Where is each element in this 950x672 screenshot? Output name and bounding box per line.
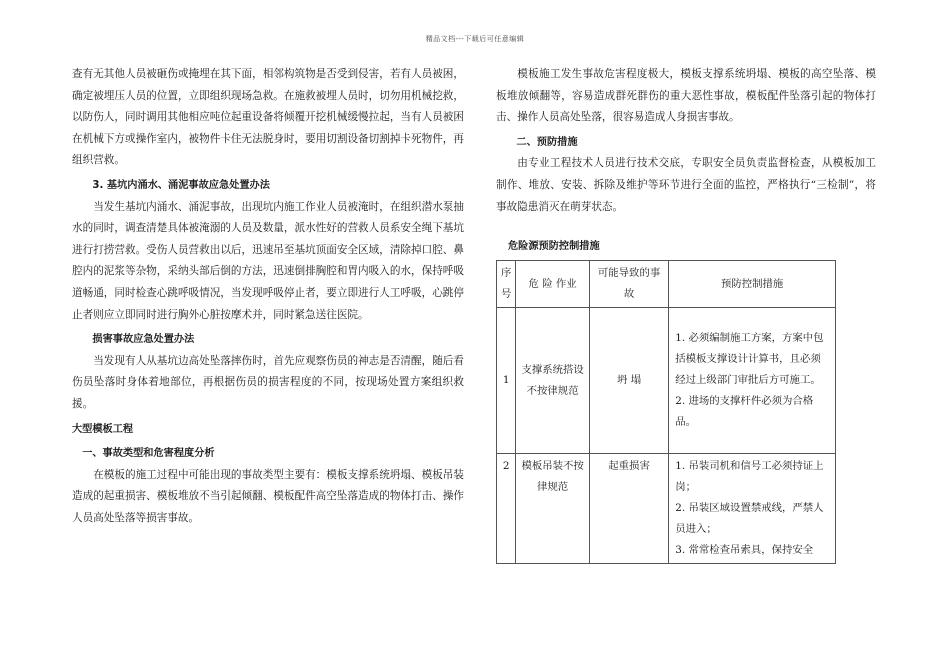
paragraph-accident-types: 在模板的施工过程中可能出现的事故类型主要有：模板支撑系统坍塌、模板吊装造成的起重损害、模板堆放不当引起倾翻、模板配件高空坠落造成的物体打击、操作人员高处坠落等损害事故。 xyxy=(72,468,464,524)
table-header-row xyxy=(497,261,836,308)
measure-item: 2. 进场的支撑杆件必须为合格品。 xyxy=(675,395,814,428)
header-measures: 预防控制措施 xyxy=(669,261,836,308)
heading-prevention: 二、预防措施 xyxy=(516,136,578,148)
paragraph-water-mud: 当发生基坑内涌水、涌泥事故，出现坑内施工作业人员被淹时，在组织潜水泵抽水的同时，调查清楚具体被淹溺的人员及数量，派水性好的营救人员系安全绳下基坑进行打捞营救。受伤人员营救出以后，迅速吊至基坑顶面安全区域，清除掉口腔、鼻腔内的泥浆等杂物，采纳头部后倒的方法，迅速倒排胸腔和胃内吸入的水，保持呼吸道畅通，同时检查心跳呼吸情况，当发现呼吸停止者，要立即进行人工呼吸，心跳停止者则应立即同时进行胸外心脏按摩术并，同时紧急送往医院。 xyxy=(72,200,464,321)
heading-accident-types: 一、事故类型和危害程度分析 xyxy=(82,448,215,460)
paragraph-prevention: 由专业工程技术人员进行技术交底，专职安全员负责监督检查，从模板加工制作、堆放、安装、拆除及维护等环节进行全面的监控，严格执行“三检制”，将事故隐患消灭在萌芽状态。 xyxy=(496,157,876,213)
row-no: 1 xyxy=(497,308,516,454)
measure-item: 1. 必须编制施工方案，方案中包括模板支撑设计计算书，且必须经过上级部门审批后方可施工。 xyxy=(675,332,824,386)
heading-water-mud-emergency: 3. 基坑内涌水、涌泥事故应急处置办法 xyxy=(92,179,270,191)
row-measures xyxy=(669,454,836,564)
header-work: 危 险 作业 xyxy=(516,261,589,308)
paragraph-rescue-continued: 查有无其他人员被砸伤或掩埋在其下面，相邻构筑物是否受到侵害，若有人员被困，确定被埋压人员的位置，立即组织现场急救。在施救被埋人员时，切勿用机械挖救，以防伤人，同时调用其他相应吨位起重设备将倾覆开挖机械缓慢拉起，当有人员被困在机械下方或操作室内，被物件卡住无法脱身时，要用切割设备切割掉卡死物件，再组织营救。 xyxy=(72,68,464,167)
heading-large-formwork: 大型模板工程 xyxy=(72,423,134,435)
measure-item: 2. 吊装区域设置禁戒线，严禁人员进入； xyxy=(675,502,824,535)
left-column xyxy=(72,64,464,529)
row-work: 支撑系统搭设不按律规范 xyxy=(516,308,589,454)
paragraph-hazard-degree: 模板施工发生事故危害程度极大，模板支撑系统坍塌、模板的高空坠落、模板堆放倾翻等，容易造成群死群伤的重大恶性事故，模板配件坠落引起的物体打击、操作人员高处坠落，很容易造成人身损害事故。 xyxy=(496,68,876,124)
row-work: 模板吊装不按律规范 xyxy=(516,454,589,564)
right-column xyxy=(496,64,876,218)
table-title: 危险源预防控制措施 xyxy=(508,241,600,252)
row-measures xyxy=(669,308,836,454)
header-no: 序号 xyxy=(497,261,516,308)
hazard-control-table xyxy=(496,260,836,564)
row-no: 2 xyxy=(497,454,516,564)
paragraph-injury: 当发现有人从基坑边高处坠落摔伤时，首先应观察伤员的神志是否清醒，随后看伤员坠落时身体着地部位，再根据伤员的损害程度的不同，按现场处置方案组织救援。 xyxy=(72,354,464,410)
row-accident: 坍 塌 xyxy=(589,308,668,454)
heading-injury-emergency: 损害事故应急处置办法 xyxy=(92,334,195,346)
table-row xyxy=(497,308,836,454)
measure-item: 3. 常常检查吊索具，保持安全 xyxy=(675,544,814,556)
header-accident: 可能导致的事故 xyxy=(589,261,668,308)
table-row xyxy=(497,454,836,564)
row-accident: 起重损害 xyxy=(589,454,668,564)
measure-item: 1. 吊装司机和信号工必须持证上岗； xyxy=(675,460,824,493)
page-header: 精品文档---下载后可任意编辑 xyxy=(425,35,525,43)
